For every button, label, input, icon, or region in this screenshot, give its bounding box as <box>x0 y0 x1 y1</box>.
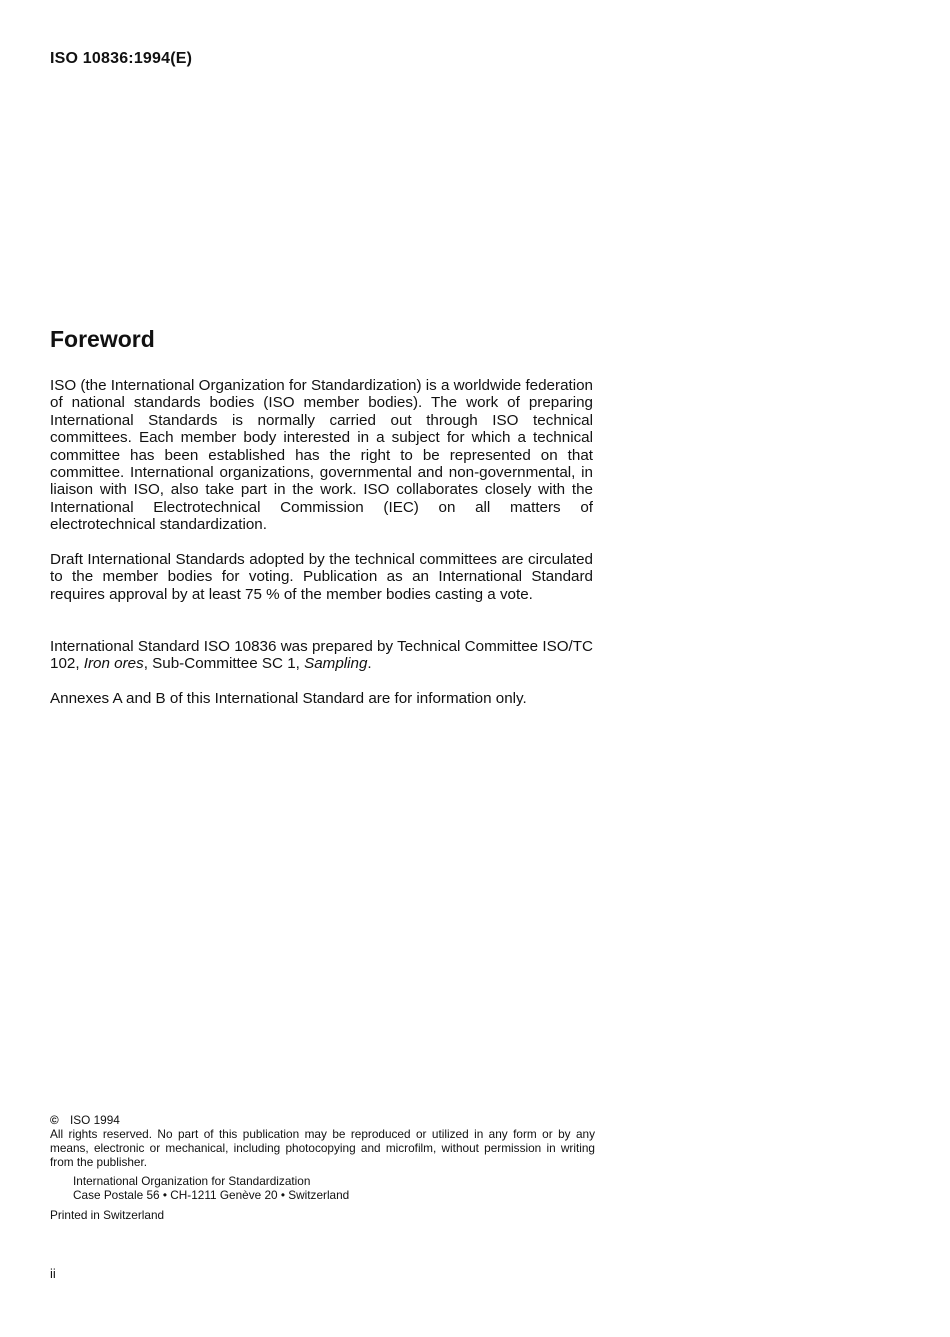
foreword-paragraph-3 <box>50 638 593 673</box>
copyright-line <box>50 1113 595 1127</box>
foreword-paragraph-4: Annexes A and B of this International Standard are for information only. <box>50 690 527 707</box>
foreword-paragraph-2: Draft International Standards adopted by the technical committees are circulated to the member bodies for voting. Publication as an International Standard requires approval by at least 75 % of the member bodies casting a vote. <box>50 551 593 603</box>
page-number: ii <box>50 1266 56 1281</box>
paragraph-3-middle: , Sub-Committee SC 1, <box>143 655 305 673</box>
foreword-heading: Foreword <box>50 326 155 352</box>
committee-name: Iron ores <box>83 655 144 673</box>
paragraph-3-end: . <box>367 655 372 673</box>
paragraph-3-lead: International Standard ISO 10836 was prepared by Technical Committee ISO/TC 102, <box>50 638 593 673</box>
address-line-1: International Organization for Standardization <box>73 1174 311 1188</box>
address-line-2: Case Postale 56 • CH-1211 Genève 20 • Switzerland <box>73 1188 350 1202</box>
subcommittee-name: Sampling <box>304 655 368 673</box>
copyright-block <box>50 1113 595 1222</box>
printed-location: Printed in Switzerland <box>50 1208 165 1222</box>
copyright-text: ISO 1994 <box>70 1113 120 1127</box>
publisher-address <box>73 1174 595 1202</box>
copyright-icon: © <box>50 1113 59 1127</box>
document-id: ISO 10836:1994(E) <box>50 50 193 67</box>
foreword-paragraph-1: ISO (the International Organization for Standardization) is a worldwide federation of national standards bodies (ISO member bodies). The work of preparing International Standards is normally carried out through ISO technical committees. Each member body interested in a subject for which a technical committee has been established has the right to be represented on that committee. International organizations, governmental and non-governmental, in liaison with ISO, also take part in the work. ISO collaborates closely with the International Electrotechnical Commission (IEC) on all matters of electrotechnical standardization. <box>50 377 593 534</box>
rights-statement: All rights reserved. No part of this publication may be reproduced or utilized in any form or by any means, electronic or mechanical, including photocopying and microfilm, without permission in writing from the publisher. <box>50 1127 595 1169</box>
